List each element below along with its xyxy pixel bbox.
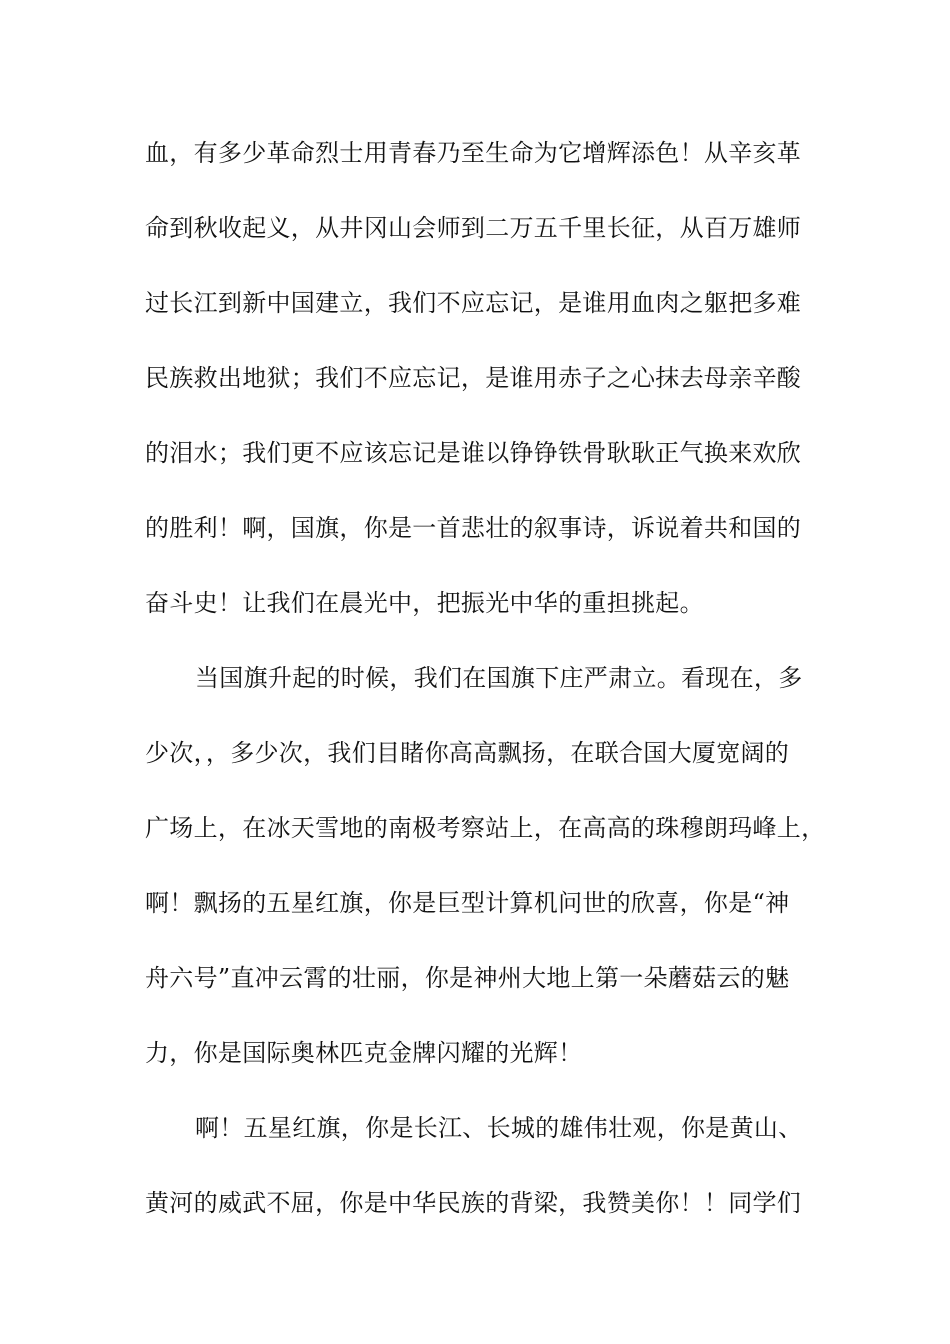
text-line: 舟六号”直冲云霄的壮丽，你是神州大地上第一朵蘑菇云的魅 [145,964,790,992]
text-line: 啊！飘扬的五星红旗，你是巨型计算机问世的欣喜，你是“神 [145,889,790,917]
text-line: 力，你是国际奥林匹克金牌闪耀的光辉！ [145,1039,583,1067]
body-text [145,128,825,1253]
text-line: 黄河的威武不屈，你是中华民族的背梁，我赞美你！！同学们 [145,1189,802,1217]
paragraph-first-line: 当国旗升起的时候，我们在国旗下庄严肃立。看现在，多 [195,664,803,692]
text-line: 过长江到新中国建立，我们不应忘记，是谁用血肉之躯把多难 [145,289,802,317]
text-line: 命到秋收起义，从井冈山会师到二万五千里长征，从百万雄师 [145,214,802,242]
text-line: 奋斗史！让我们在晨光中，把振光中华的重担挑起。 [145,589,704,617]
text-line: 广场上，在冰天雪地的南极考察站上，在高高的珠穆朗玛峰上， [145,814,826,842]
text-line: 民族救出地狱；我们不应忘记，是谁用赤子之心抹去母亲辛酸 [145,364,802,392]
text-line: 的泪水；我们更不应该忘记是谁以铮铮铁骨耿耿正气换来欢欣 [145,439,802,467]
text-line: 血，有多少革命烈士用青春乃至生命为它增辉添色！从辛亥革 [145,139,802,167]
text-line: 的胜利！啊，国旗，你是一首悲壮的叙事诗，诉说着共和国的 [145,514,802,542]
text-line: 少次，，多少次，我们目睹你高高飘扬，在联合国大厦宽阔的 [145,739,790,767]
paragraph-first-line: 啊！五星红旗，你是长江、长城的雄伟壮观，你是黄山、 [195,1114,803,1142]
